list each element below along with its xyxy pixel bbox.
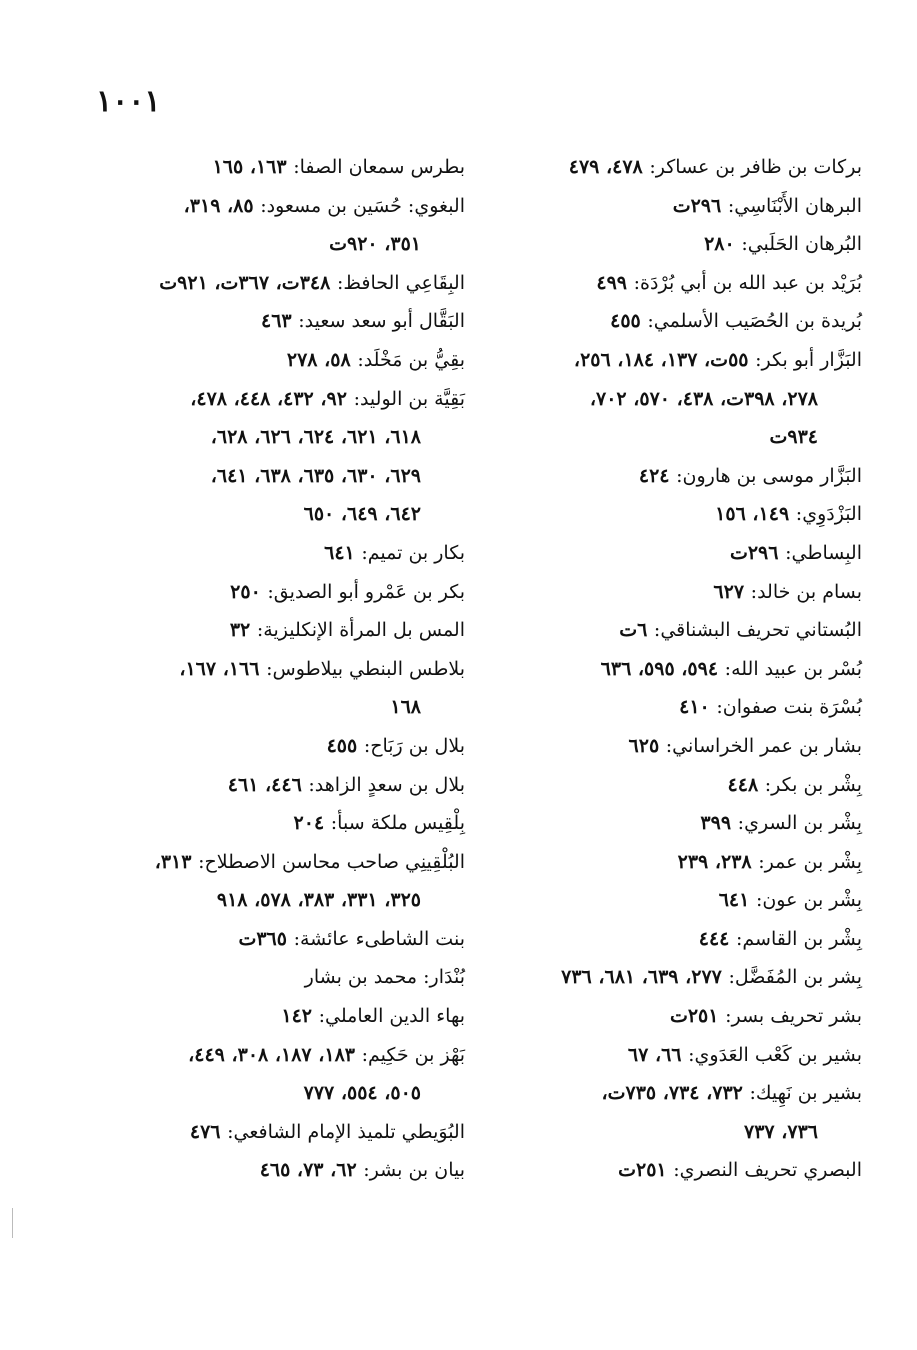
index-entry xyxy=(85,843,465,882)
entry-page-refs: ١٦٦، ١٦٧، xyxy=(179,657,267,680)
entry-name: البرهان الأَبْنَاسِي: xyxy=(727,194,862,217)
entry-name: البُستاني تحريف البشناقي: xyxy=(653,619,862,642)
index-entry xyxy=(482,881,862,920)
index-entry-continuation xyxy=(85,881,465,920)
entry-page-refs: ٢٥١ت xyxy=(669,1005,726,1028)
entry-page-refs: ٧٣٦، ٧٣٧ xyxy=(744,1120,818,1143)
index-entry xyxy=(482,1151,862,1190)
entry-page-refs: ٢٩٦ت xyxy=(729,541,786,564)
entry-page-refs: ٤٩٩ xyxy=(596,271,634,294)
index-entry xyxy=(85,997,465,1036)
index-entry-continuation xyxy=(85,1074,465,1113)
index-entry xyxy=(85,727,465,766)
entry-page-refs: ٤٤٨ xyxy=(727,773,765,796)
entry-page-refs: ٦١٨، ٦٢١، ٦٢٤، ٦٢٦، ٦٢٨، xyxy=(210,426,421,449)
entry-page-refs: ٣١٣، xyxy=(154,850,199,873)
index-entry xyxy=(482,766,862,805)
entry-page-refs: ٤٢٤ xyxy=(638,464,677,487)
entry-name: بِشْر بن بكر: xyxy=(764,773,862,796)
entry-name: بكار بن تميم: xyxy=(361,541,465,564)
entry-name: بشار بن عمر الخراساني: xyxy=(665,734,862,757)
entry-name: البُلْقِينِي صاحب محاسن الاصطلاح: xyxy=(198,850,465,873)
index-entry xyxy=(482,534,862,573)
entry-name: بِشْر بن القاسم: xyxy=(736,927,862,950)
entry-page-refs: ٤٤٦، ٤٦١ xyxy=(227,773,309,796)
index-entry xyxy=(482,341,862,380)
index-entry xyxy=(85,766,465,805)
index-entry xyxy=(482,495,862,534)
entry-page-refs: ٦٢٧ xyxy=(713,580,751,603)
entry-page-refs: ٣٩٩ xyxy=(700,812,738,835)
index-entry xyxy=(85,341,465,380)
index-entry xyxy=(482,302,862,341)
index-entry xyxy=(482,611,862,650)
margin-mark xyxy=(12,1208,13,1238)
entry-page-refs: ٢٧٧، ٦٣٩، ٦٨١، ٧٣٦ xyxy=(561,966,729,989)
index-entry xyxy=(482,1036,862,1075)
index-entry xyxy=(85,1151,465,1190)
entry-page-refs: ٦ت xyxy=(619,619,654,642)
entry-name: بَقِيَّة بن الوليد: xyxy=(353,387,465,410)
entry-name: البِساطي: xyxy=(785,541,862,564)
entry-page-refs: ١٨٣، ١٨٧، ٣٠٨، ٤٤٩، xyxy=(188,1043,362,1066)
entry-name: البَزَّار أبو بكر: xyxy=(755,348,862,371)
index-entry xyxy=(482,457,862,496)
index-entry xyxy=(85,1036,465,1075)
entry-page-refs: ٨٥، ٣١٩، xyxy=(183,194,261,217)
index-entry xyxy=(482,650,862,689)
entry-page-refs: ٥٨، ٢٧٨ xyxy=(286,348,358,371)
entry-name: البَزْدَوِي: xyxy=(795,503,862,526)
index-entry xyxy=(482,573,862,612)
index-entry xyxy=(85,1113,465,1152)
entry-name: بِشْر بن السري: xyxy=(737,812,862,835)
index-entry xyxy=(85,187,465,226)
entry-page-refs: ٧٣٢، ٧٣٤، ٧٣٥ت، xyxy=(601,1082,750,1105)
index-entry xyxy=(482,997,862,1036)
entry-name: المس بل المرأة الإنكليزية: xyxy=(256,619,465,642)
index-entry xyxy=(85,650,465,689)
index-entry xyxy=(482,148,862,187)
index-entry xyxy=(85,380,465,419)
entry-page-refs: ٩٣٤ت xyxy=(769,426,818,449)
index-entry-continuation xyxy=(85,688,465,727)
index-entry-continuation xyxy=(85,495,465,534)
entry-name: بلاطس البنطي بيلاطوس: xyxy=(266,657,465,680)
entry-name: بلال بن سعدٍ الزاهد: xyxy=(308,773,465,796)
entry-page-refs: ٢٨٠ xyxy=(704,233,742,256)
entry-name: بِلْقِيس ملكة سبأ: xyxy=(330,812,465,835)
index-entry-continuation xyxy=(482,380,862,419)
index-entry xyxy=(85,534,465,573)
entry-page-refs: ٦٤١ xyxy=(324,541,362,564)
entry-page-refs: ١٤٢ xyxy=(281,1005,319,1028)
entry-page-refs: ٦٤١ xyxy=(718,889,756,912)
entry-name: بشر تحريف بسر: xyxy=(725,1005,862,1028)
entry-page-refs: ٦٦، ٦٧ xyxy=(627,1043,689,1066)
entry-name: البَزَّار موسى بن هارون: xyxy=(676,464,862,487)
index-entry xyxy=(482,264,862,303)
entry-name: بُنْدَار: محمد بن بشار xyxy=(304,966,465,989)
index-entry xyxy=(85,302,465,341)
entry-name: بُسْرَة بنت صفوان: xyxy=(716,696,862,719)
entry-page-refs: ٥٠٥، ٥٥٤، ٧٧٧ xyxy=(303,1082,421,1105)
entry-page-refs: ٩٢، ٤٣٢، ٤٤٨، ٤٧٨، xyxy=(190,387,354,410)
entry-page-refs: ٣٦٥ت xyxy=(238,927,294,950)
entry-name: بُريدة بن الحُصَيب الأسلمي: xyxy=(647,310,862,333)
entry-page-refs: ٦٢٩، ٦٣٠، ٦٣٥، ٦٣٨، ٦٤١، xyxy=(210,464,421,487)
entry-page-refs: ٢٥١ت xyxy=(618,1159,674,1182)
entry-name: بطرس سمعان الصفا: xyxy=(293,156,465,178)
index-entry-continuation xyxy=(85,457,465,496)
index-entry xyxy=(482,688,862,727)
index-entry-continuation xyxy=(85,418,465,457)
entry-page-refs: ٤٤٤ xyxy=(698,927,736,950)
entry-name: بلال بن رَبَاح: xyxy=(363,734,465,757)
entry-name: بيان بن بشر: xyxy=(363,1159,465,1182)
entry-name: بسام بن خالد: xyxy=(750,580,862,603)
index-entry xyxy=(482,804,862,843)
entry-page-refs: ٤٥٥ xyxy=(326,734,364,757)
index-entry xyxy=(482,727,862,766)
index-entry xyxy=(482,843,862,882)
entry-page-refs: ٢٠٤ xyxy=(293,812,331,835)
index-entry xyxy=(482,958,862,997)
entry-page-refs: ٤١٠ xyxy=(679,696,717,719)
entry-name: بشير بن نَهِيك: xyxy=(749,1082,862,1105)
entry-name: بِشر بن المُفَضَّل: xyxy=(728,966,862,989)
entry-page-refs: ١٤٩، ١٥٦ xyxy=(715,503,796,526)
index-entry xyxy=(85,804,465,843)
entry-page-refs: ٢٩٦ت xyxy=(672,194,728,217)
index-entry xyxy=(85,958,465,997)
index-entry xyxy=(85,264,465,303)
entry-name: بشير بن كَعْب العَدَوي: xyxy=(688,1043,862,1066)
entry-page-refs: ١٦٨ xyxy=(390,696,421,719)
index-entry-continuation xyxy=(85,225,465,264)
index-entry-continuation xyxy=(482,1113,862,1152)
entry-page-refs: ٣٢٥، ٣٣١، ٣٨٣، ٥٧٨، ٩١٨ xyxy=(216,889,421,912)
entry-name: البَقَّال أبو سعد سعيد: xyxy=(298,310,465,333)
index-entry xyxy=(482,187,862,226)
entry-name: بُسْر بن عبيد الله: xyxy=(724,657,862,680)
entry-name: بركات بن ظافر بن عساكر: xyxy=(649,156,862,178)
entry-name: البُرهان الحَلَبي: xyxy=(741,233,862,256)
entry-name: بكر بن عَمْرو أبو الصديق: xyxy=(267,580,465,603)
entry-page-refs: ٦٤٢، ٦٤٩، ٦٥٠ xyxy=(303,503,421,526)
entry-page-refs: ٣٥١، ٩٢٠ت xyxy=(329,233,421,256)
entry-name: بقِيُّ بن مَخْلَد: xyxy=(357,348,465,371)
entry-page-refs: ٤٧٨، ٤٧٩ xyxy=(568,156,650,178)
entry-page-refs: ٤٧٦ xyxy=(189,1120,228,1143)
entry-name: بَهْز بن حَكِيم: xyxy=(361,1043,465,1066)
index-entry xyxy=(85,148,465,187)
index-column-left xyxy=(85,148,465,1190)
entry-page-refs: ١٦٣، ١٦٥ xyxy=(212,156,294,178)
index-entry xyxy=(482,920,862,959)
entry-page-refs: ٣٤٨ت، ٣٦٧ت، ٩٢١ت xyxy=(159,271,337,294)
index-entry xyxy=(85,920,465,959)
entry-name: بُرَيْد بن عبد الله بن أبي بُرْدَة: xyxy=(633,271,862,294)
index-entry xyxy=(482,225,862,264)
entry-page-refs: ٥٥ت، ١٣٧، ١٨٤، ٢٥٦، xyxy=(573,348,756,371)
entry-name: البِقَاعِي الحافظ: xyxy=(336,271,465,294)
entry-page-refs: ٣٢ xyxy=(229,619,257,642)
entry-name: بِشْر بن عمر: xyxy=(758,850,862,873)
index-entry xyxy=(85,573,465,612)
entry-page-refs: ٢٥٠ xyxy=(230,580,268,603)
entry-page-refs: ٦٢٥ xyxy=(628,734,666,757)
entry-name: البُوَيطي تلميذ الإمام الشافعي: xyxy=(227,1120,465,1143)
entry-page-refs: ٤٦٣ xyxy=(260,310,299,333)
entry-page-refs: ٢٧٨، ٣٩٨ت، ٤٣٨، ٥٧٠، ٧٠٢، xyxy=(589,387,818,410)
page-number: ١٠٠١ xyxy=(96,84,161,119)
index-entry xyxy=(482,1074,862,1113)
entry-name: بهاء الدين العاملي: xyxy=(318,1005,465,1028)
entry-name: البغوي: حُسَين بن مسعود: xyxy=(260,194,465,217)
entry-name: بِشْر بن عون: xyxy=(755,889,862,912)
entry-page-refs: ٢٣٨، ٢٣٩ xyxy=(677,850,759,873)
entry-page-refs: ٤٥٥ xyxy=(610,310,648,333)
index-entry-continuation xyxy=(482,418,862,457)
entry-name: البصري تحريف النصري: xyxy=(673,1159,862,1182)
entry-page-refs: ٥٩٤، ٥٩٥، ٦٣٦ xyxy=(600,657,725,680)
entry-name: بنت الشاطىء عائشة: xyxy=(293,927,465,950)
index-entry xyxy=(85,611,465,650)
entry-page-refs: ٦٢، ٧٣، ٤٦٥ xyxy=(259,1159,364,1182)
index-column-right xyxy=(482,148,862,1190)
